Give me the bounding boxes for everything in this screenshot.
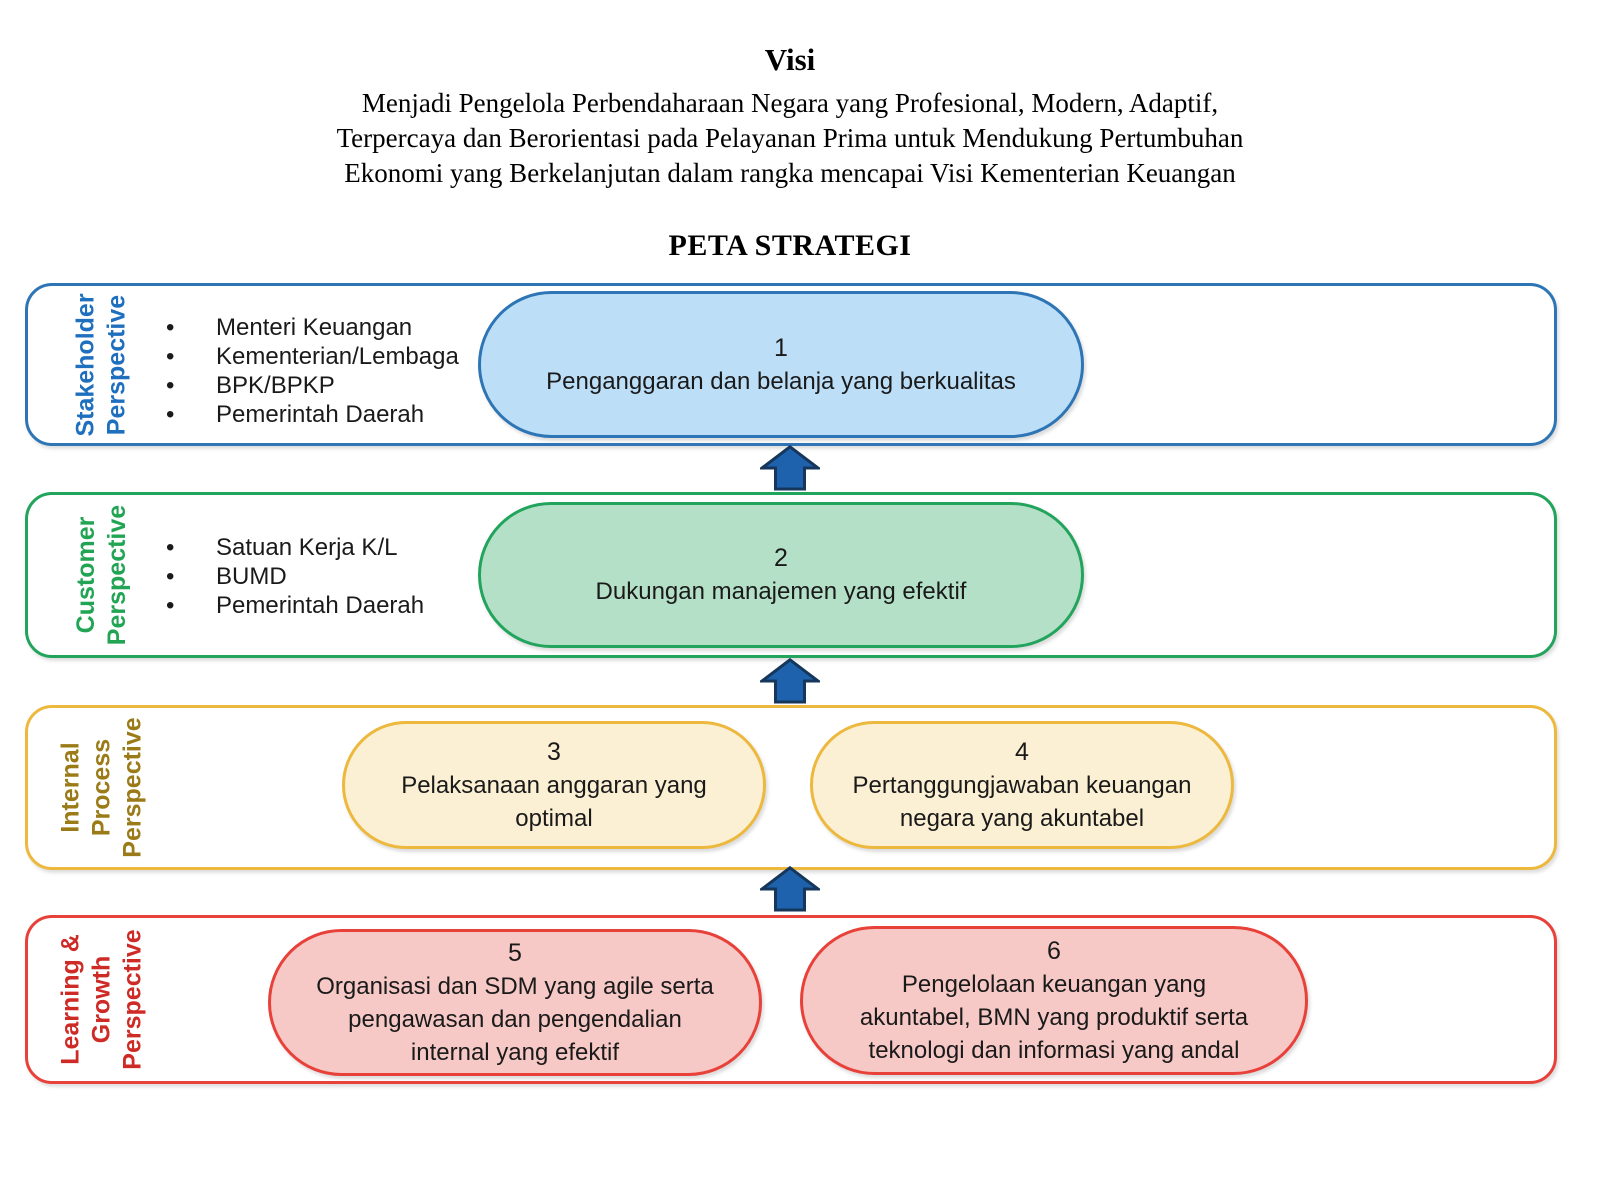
- stakeholder-list: [160, 313, 459, 429]
- objective-text: Pertanggungjawaban keuangan negara yang akuntabel: [852, 771, 1192, 832]
- up-arrow-icon: [760, 866, 820, 912]
- objective-number: 1: [774, 333, 788, 362]
- vision-line-3: Ekonomi yang Berkelanjutan dalam rangka mencapai Visi Kementerian Keuangan: [344, 158, 1236, 188]
- objective-number: 6: [1047, 936, 1061, 965]
- header: [0, 42, 1580, 263]
- list-item: • Satuan Kerja K/L: [160, 533, 424, 562]
- stakeholder-perspective-label: Stakeholder Perspective: [72, 292, 132, 437]
- up-arrow-icon: [760, 658, 820, 704]
- objective-text: Pelaksanaan anggaran yang optimal: [401, 771, 707, 832]
- list-item: • BPK/BPKP: [160, 371, 459, 400]
- objective-pill-2: [478, 502, 1084, 648]
- objective-number: 4: [1015, 737, 1029, 766]
- up-arrow-icon: [760, 445, 820, 491]
- internal-process-perspective-band: [25, 705, 1557, 870]
- list-item: • Pemerintah Daerah: [160, 591, 424, 620]
- objective-pill-1: [478, 291, 1084, 438]
- list-item: • BUMD: [160, 562, 424, 591]
- objective-number: 2: [774, 544, 788, 572]
- customer-list: [160, 533, 424, 620]
- objective-text: Dukungan manajemen yang efektif: [595, 578, 967, 605]
- objective-number: 3: [547, 737, 561, 766]
- objective-pill-6: [800, 926, 1308, 1075]
- learning-growth-perspective-label: Learning & Growth Perspective: [56, 929, 147, 1070]
- objective-pill-5: [268, 929, 762, 1076]
- objective-number: 5: [508, 938, 522, 967]
- strategy-map-title: PETA STRATEGI: [668, 229, 912, 262]
- list-item: • Kementerian/Lembaga: [160, 342, 459, 371]
- vision-title: Visi: [764, 42, 816, 77]
- internal-process-perspective-label: Internal Process Perspective: [56, 717, 147, 858]
- objective-pill-4: [810, 721, 1234, 849]
- objective-text: Organisasi dan SDM yang agile serta pengawasan dan pengendalian internal yang efektif: [316, 972, 714, 1066]
- list-item: • Menteri Keuangan: [160, 313, 459, 342]
- vision-line-1: Menjadi Pengelola Perbendaharaan Negara yang Profesional, Modern, Adaptif,: [361, 88, 1219, 118]
- objective-text: Penganggaran dan belanja yang berkualitas: [546, 367, 1016, 395]
- customer-perspective-label: Customer Perspective: [72, 504, 131, 646]
- learning-growth-perspective-band: [25, 915, 1557, 1084]
- list-item: • Pemerintah Daerah: [160, 400, 459, 429]
- objective-pill-3: [342, 721, 766, 849]
- vision-line-2: Terpercaya dan Berorientasi pada Pelayanan Prima untuk Mendukung Pertumbuhan: [336, 123, 1244, 153]
- objective-text: Pengelolaan keuangan yang akuntabel, BMN yang produktif serta teknologi dan informasi yang andal: [859, 970, 1249, 1064]
